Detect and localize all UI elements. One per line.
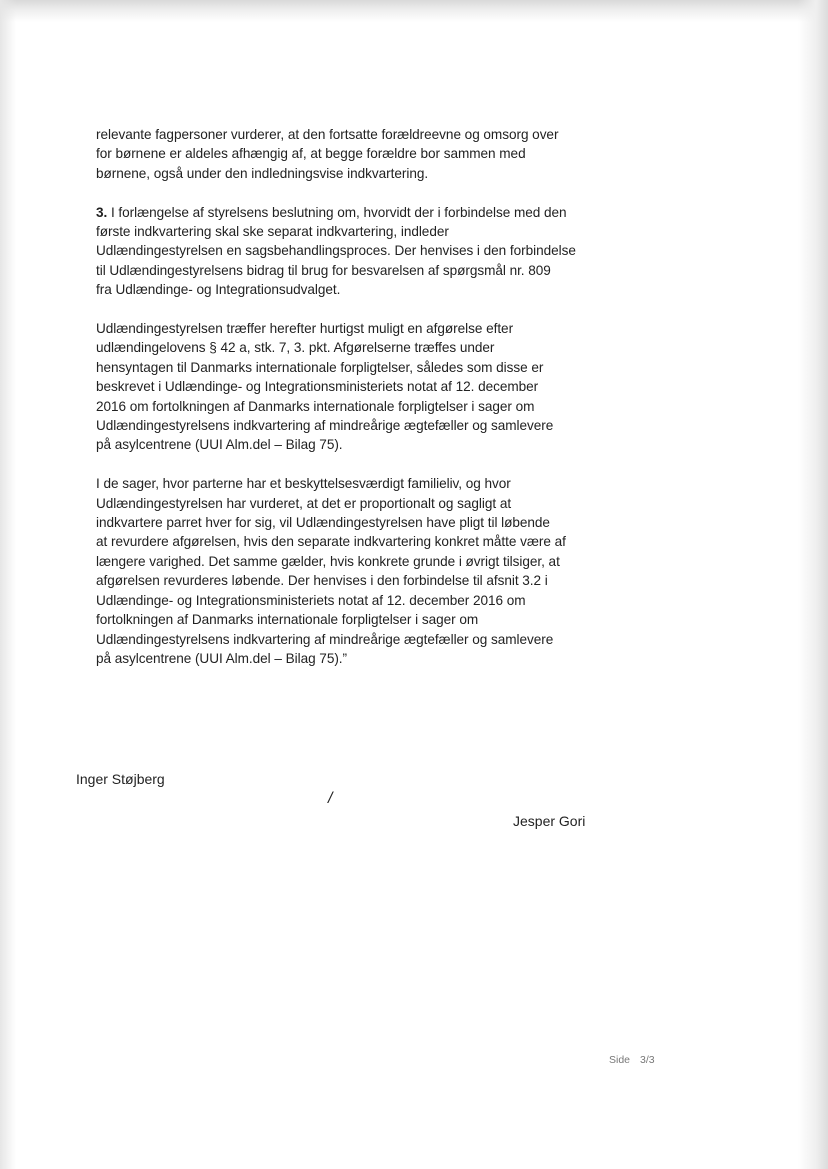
text-line: udlændingelovens § 42 a, stk. 7, 3. pkt. Afgørelserne træffes under [96, 340, 495, 356]
text-line: I de sager, hvor parterne har et beskyttelsesværdigt familieliv, og hvor [96, 476, 511, 492]
text-line: Udlændingestyrelsens indkvartering af mindreårige ægtefæller og samlevere [96, 631, 554, 647]
page-number [609, 1054, 655, 1066]
signature-name-right: Jesper Gori [513, 813, 586, 829]
text-line: på asylcentrene (UUI Alm.del – Bilag 75). [96, 437, 343, 453]
text-line: beskrevet i Udlændinge- og Integrationsministeriets notat af 12. december [96, 379, 539, 395]
paragraph-1 [96, 125, 596, 183]
text-line [96, 203, 596, 222]
signature-separator: / [328, 790, 333, 807]
text-line: for børnene er aldeles afhængig af, at begge forældre bor sammen med [96, 146, 526, 162]
text-line: 2016 om fortolkningen af Danmarks internationale forpligtelser i sager om [96, 398, 535, 414]
text-line: at revurdere afgørelsen, hvis den separate indkvartering konkret måtte være af [96, 534, 566, 550]
text-line: første indkvartering skal ske separat indkvartering, indleder [96, 224, 449, 240]
text-line: på asylcentrene (UUI Alm.del – Bilag 75).” [96, 650, 348, 666]
signature-name-left: Inger Støjberg [76, 771, 165, 787]
paragraph-4 [96, 474, 596, 668]
text-line: Udlændinge- og Integrationsministeriets notat af 12. december 2016 om [96, 592, 526, 608]
scan-edge-left [0, 0, 16, 1169]
text-line: relevante fagpersoner vurderer, at den fortsatte forældreevne og omsorg over [96, 127, 559, 142]
text-line: fra Udlændinge- og Integrationsudvalget. [96, 282, 341, 298]
text-line: Udlændingestyrelsen træffer herefter hurtigst muligt en afgørelse efter [96, 321, 514, 337]
scan-edge-right [798, 0, 828, 1169]
text-line: længere varighed. Det samme gælder, hvis konkrete grunde i øvrigt tilsiger, at [96, 553, 560, 569]
text-line: hensyntagen til Danmarks internationale forpligtelser, således som disse er [96, 359, 544, 375]
text-line: fortolkningen af Danmarks internationale forpligtelser i sager om [96, 612, 479, 628]
page-label: Side [609, 1054, 631, 1066]
text-line: Udlændingestyrelsen en sagsbehandlingsproces. Der henvises i den forbindelse [96, 243, 576, 259]
text-line: afgørelsen revurderes løbende. Der henvises i den forbindelse til afsnit 3.2 i [96, 573, 548, 589]
section-number: 3. [96, 204, 108, 220]
page-value: 3/3 [640, 1054, 655, 1066]
document-body [96, 125, 596, 688]
text-line: Udlændingestyrelsens indkvartering af mindreårige ægtefæller og samlevere [96, 418, 554, 434]
scan-edge-top [0, 0, 828, 22]
paragraph-3 [96, 319, 596, 455]
text-line-content: I forlængelse af styrelsens beslutning om, hvorvidt der i forbindelse med den [107, 204, 567, 220]
text-line: børnene, også under den indledningsvise indkvartering. [96, 165, 429, 181]
paragraph-2 [96, 203, 596, 300]
text-line: indkvartere parret hver for sig, vil Udlændingestyrelsen have pligt til løbende [96, 515, 550, 531]
text-line: Udlændingestyrelsen har vurderet, at det er proportionalt og sagligt at [96, 495, 512, 511]
text-line: til Udlændingestyrelsens bidrag til brug for besvarelsen af spørgsmål nr. 809 [96, 262, 551, 278]
